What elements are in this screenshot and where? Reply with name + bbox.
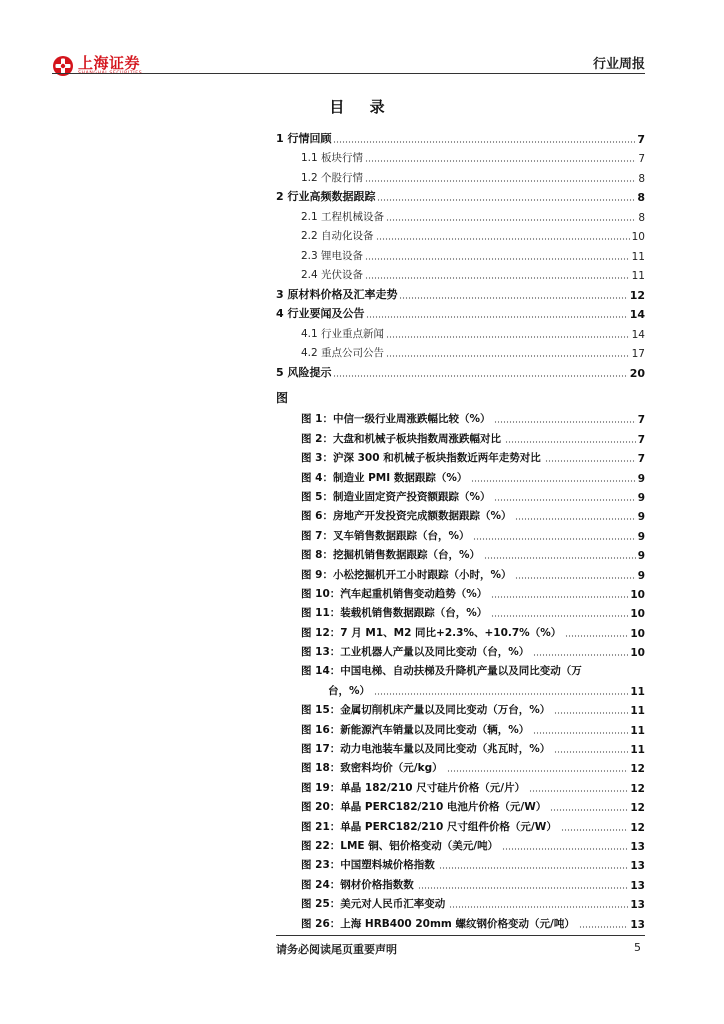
dot-leader xyxy=(365,258,630,260)
figure-entry-page: 12 xyxy=(630,821,645,834)
toc-entry-page: 12 xyxy=(629,288,645,302)
dot-leader xyxy=(471,480,635,482)
figure-entry[interactable] xyxy=(276,795,645,814)
toc-entry[interactable] xyxy=(276,204,645,224)
dot-leader xyxy=(473,538,635,540)
figure-entry-label: 图 18：致密料均价（元/kg） xyxy=(301,762,443,775)
toc-entry-page: 14 xyxy=(631,328,645,341)
toc-title: 目 录 xyxy=(329,98,395,116)
figure-entry[interactable] xyxy=(276,562,645,581)
figure-entry-page: 12 xyxy=(630,763,645,776)
figure-entry-label: 图 25：美元对人民币汇率变动 xyxy=(301,898,446,911)
figure-entry[interactable] xyxy=(276,601,645,620)
dot-leader xyxy=(565,635,628,637)
dot-leader xyxy=(386,336,630,338)
figure-entry-label: 图 17：动力电池装车量以及同比变动（兆瓦时，%） xyxy=(301,743,551,756)
figure-entry-label: 图 21：单晶 PERC182/210 尺寸组件价格（元/W） xyxy=(301,820,557,833)
dot-leader xyxy=(545,460,636,462)
toc-entry-page: 8 xyxy=(638,211,645,224)
report-type-label: 行业周报 xyxy=(592,57,645,72)
toc-entry-page: 10 xyxy=(631,231,645,243)
figure-entry-label: 图 24：钢材价格指数数 xyxy=(301,878,414,891)
figure-entry-page: 9 xyxy=(637,511,645,524)
figure-entry[interactable] xyxy=(276,892,645,911)
figure-entry-page: 10 xyxy=(630,647,645,660)
figure-entry[interactable] xyxy=(276,872,645,891)
dot-leader xyxy=(484,557,636,559)
figure-entry-page: 11 xyxy=(630,685,645,698)
figure-entry[interactable] xyxy=(276,756,645,775)
figure-entry[interactable] xyxy=(276,834,645,853)
dot-leader xyxy=(366,316,627,318)
figure-entry-label: 图 12：7 月 M1、M2 同比+2.3%、+10.7%（%） xyxy=(301,626,562,639)
figure-entry[interactable] xyxy=(276,659,645,678)
toc-entry[interactable] xyxy=(276,185,645,205)
dot-leader xyxy=(491,615,628,617)
toc-entry[interactable] xyxy=(276,165,645,185)
figure-entry-page: 10 xyxy=(630,627,645,640)
toc-entry-page: 8 xyxy=(637,191,645,204)
toc-entry-page: 7 xyxy=(637,132,645,146)
figure-entry-page: 9 xyxy=(637,491,645,504)
toc-entry-page: 8 xyxy=(638,172,645,185)
toc-entry[interactable] xyxy=(276,146,645,166)
toc-entry-page: 14 xyxy=(629,308,645,321)
figure-entry-page: 9 xyxy=(637,530,645,543)
dot-leader xyxy=(365,277,630,279)
figure-list-heading: 图 xyxy=(276,391,289,405)
toc-entry[interactable] xyxy=(276,360,645,380)
toc-entry[interactable] xyxy=(276,321,645,341)
figure-entry-page: 10 xyxy=(630,608,645,621)
figure-entry-page: 9 xyxy=(637,550,645,563)
figure-entry[interactable] xyxy=(276,523,645,542)
toc-entry-label: 5 风险提示 xyxy=(276,365,332,379)
figure-entry-label: 图 2：大盘和机械子板块指数周涨跌幅对比 xyxy=(301,432,501,445)
figure-entry-page: 13 xyxy=(630,860,645,873)
figure-entry-label: 图 13：工业机器人产量以及同比变动（台，%） xyxy=(301,646,530,659)
dot-leader xyxy=(491,596,628,598)
toc-entry[interactable] xyxy=(276,263,645,283)
toc-entry-label: 4 行业要闻及公告 xyxy=(276,307,365,320)
toc-entry-label: 3 原材料价格及汇率走势 xyxy=(276,287,398,301)
toc-entry[interactable] xyxy=(276,341,645,361)
figure-entry-label: 图 14：中国电梯、自动扶梯及升降机产量以及同比变动（万 xyxy=(301,665,582,678)
logo-chinese-name: 上海证券 xyxy=(78,53,141,72)
dot-leader xyxy=(515,577,635,579)
toc-entry-label: 2.2 自动化设备 xyxy=(301,230,374,242)
toc-entry-page: 7 xyxy=(638,153,645,165)
toc-entry-label: 1.2 个股行情 xyxy=(301,171,364,184)
dot-leader xyxy=(418,887,629,889)
disclaimer-note: 请务必阅读尾页重要声明 xyxy=(276,943,397,956)
dot-leader xyxy=(494,499,635,501)
figure-entry-label: 图 8：挖掘机销售数据跟踪（台，%） xyxy=(301,549,480,562)
dot-leader xyxy=(449,906,628,908)
figure-entry-label: 图 7：叉车销售数据跟踪（台，%） xyxy=(301,529,470,542)
toc-entry[interactable] xyxy=(276,302,645,322)
figure-entry-page: 13 xyxy=(630,879,645,892)
toc-entry-page: 11 xyxy=(631,250,645,263)
figure-entry-label: 图 11：装载机销售数据跟踪（台，%） xyxy=(301,607,488,620)
toc-entry-label: 2.1 工程机械设备 xyxy=(301,210,385,223)
figure-entry-label: 图 19：单晶 182/210 尺寸硅片价格（元/片） xyxy=(301,781,526,794)
figure-entry-label: 图 1：中信一级行业周涨跌幅比较（%） xyxy=(301,413,491,426)
figure-entry-page: 13 xyxy=(630,899,645,912)
toc-entry-page: 20 xyxy=(629,366,645,380)
logo-english-name: SHANGHAI SECURITIES xyxy=(78,70,143,76)
dot-leader xyxy=(333,141,635,143)
figure-entry-label: 图 3：沪深 300 和机械子板块指数近两年走势对比 xyxy=(301,452,541,465)
figure-entry-page: 7 xyxy=(637,453,645,466)
figure-entry[interactable] xyxy=(276,543,645,562)
figure-entry[interactable] xyxy=(276,446,645,465)
figure-entry-label: 图 10：汽车起重机销售变动趋势（%） xyxy=(301,587,488,600)
dot-leader xyxy=(502,848,628,850)
toc-entry[interactable] xyxy=(276,243,645,263)
dot-leader xyxy=(365,180,636,182)
dot-leader xyxy=(377,199,635,201)
figure-entry-label: 图 6：房地产开发投资完成额数据跟踪（%） xyxy=(301,510,512,523)
footer-divider xyxy=(276,935,645,936)
figure-entry-page: 12 xyxy=(630,802,645,815)
figure-entry[interactable] xyxy=(276,678,645,697)
figure-entry-label: 图 26：上海 HRB400 20mm 螺纹钢价格变动（元/吨） xyxy=(301,917,575,930)
figure-entry[interactable] xyxy=(276,426,645,445)
dot-leader xyxy=(505,441,636,443)
dot-leader xyxy=(333,375,627,377)
figure-entry[interactable] xyxy=(276,911,645,930)
figure-entry-label: 台，%） xyxy=(328,684,371,697)
figure-entry[interactable] xyxy=(276,640,645,659)
dot-leader xyxy=(399,297,627,299)
toc-entry-label: 2.4 光伏设备 xyxy=(301,269,364,281)
figure-entry-page: 13 xyxy=(630,918,645,931)
dot-leader xyxy=(533,654,628,656)
figure-entry[interactable] xyxy=(276,775,645,794)
dot-leader xyxy=(579,926,629,928)
figure-entry-label: 图 20：单晶 PERC182/210 电池片价格（元/W） xyxy=(301,801,547,814)
toc-entry-label: 4.2 重点公司公告 xyxy=(301,347,385,359)
dot-leader xyxy=(439,867,629,869)
toc-entry[interactable] xyxy=(276,282,645,302)
figure-entry-label: 图 23：中国塑料城价格指数 xyxy=(301,859,435,872)
figure-entry[interactable] xyxy=(276,737,645,756)
toc-entry-page: 11 xyxy=(631,270,645,282)
figure-entry-page: 9 xyxy=(637,472,645,485)
figure-entry[interactable] xyxy=(276,582,645,601)
dot-leader xyxy=(365,160,636,162)
toc-entry[interactable] xyxy=(276,126,645,146)
header-divider xyxy=(52,73,645,74)
dot-leader xyxy=(550,809,628,811)
figure-entry[interactable] xyxy=(276,853,645,872)
dot-leader xyxy=(447,770,629,772)
figure-entry-label: 图 4：制造业 PMI 数据跟踪（%） xyxy=(301,471,468,484)
dot-leader xyxy=(515,518,635,520)
figure-entry-page: 11 xyxy=(630,744,645,757)
dot-leader xyxy=(376,238,630,240)
toc-entry[interactable] xyxy=(276,224,645,244)
dot-leader xyxy=(386,355,630,357)
figure-entry[interactable] xyxy=(276,407,645,426)
dot-leader xyxy=(554,751,628,753)
figure-entry-page: 13 xyxy=(630,840,645,853)
figure-entry-label: 图 16：新能源汽车销量以及同比变动（辆，%） xyxy=(301,723,530,736)
figure-entry-page: 9 xyxy=(637,569,645,582)
figure-entry-page: 10 xyxy=(630,588,645,601)
dot-leader xyxy=(533,732,628,734)
dot-leader xyxy=(386,219,636,221)
figure-entry-label: 图 5：制造业固定资产投资额跟踪（%） xyxy=(301,490,491,503)
dot-leader xyxy=(374,693,628,695)
toc-entry-label: 4.1 行业重点新闻 xyxy=(301,327,385,340)
figure-entry-page: 7 xyxy=(637,433,645,446)
dot-leader xyxy=(494,421,635,423)
toc-entry-page: 17 xyxy=(631,348,645,360)
toc-entry-label: 1 行情回顾 xyxy=(276,131,332,145)
table-of-contents xyxy=(276,126,645,380)
figure-entry[interactable] xyxy=(276,485,645,504)
figure-entry-page: 12 xyxy=(630,782,645,795)
figure-entry-page: 11 xyxy=(630,724,645,737)
figure-entry[interactable] xyxy=(276,465,645,484)
dot-leader xyxy=(529,790,628,792)
figure-entry-label: 图 15：金属切削机床产量以及同比变动（万台，%） xyxy=(301,704,551,717)
figure-entry[interactable] xyxy=(276,698,645,717)
figure-entry[interactable] xyxy=(276,814,645,833)
figure-entry[interactable] xyxy=(276,504,645,523)
figure-entry-page: 7 xyxy=(637,414,645,427)
toc-entry-label: 2 行业高频数据跟踪 xyxy=(276,190,376,203)
figure-entry-page: 11 xyxy=(630,705,645,718)
figure-entry[interactable] xyxy=(276,620,645,639)
figure-entry-label: 图 9：小松挖掘机开工小时跟踪（小时，%） xyxy=(301,568,512,581)
toc-entry-label: 1.1 板块行情 xyxy=(301,152,364,164)
figure-entry[interactable] xyxy=(276,717,645,736)
figure-entry-label: 图 22：LME 铜、铝价格变动（美元/吨） xyxy=(301,839,499,852)
dot-leader xyxy=(554,712,628,714)
figure-list xyxy=(276,407,645,931)
toc-entry-label: 2.3 锂电设备 xyxy=(301,249,364,262)
dot-leader xyxy=(561,829,629,831)
page-number: 5 xyxy=(634,941,641,954)
